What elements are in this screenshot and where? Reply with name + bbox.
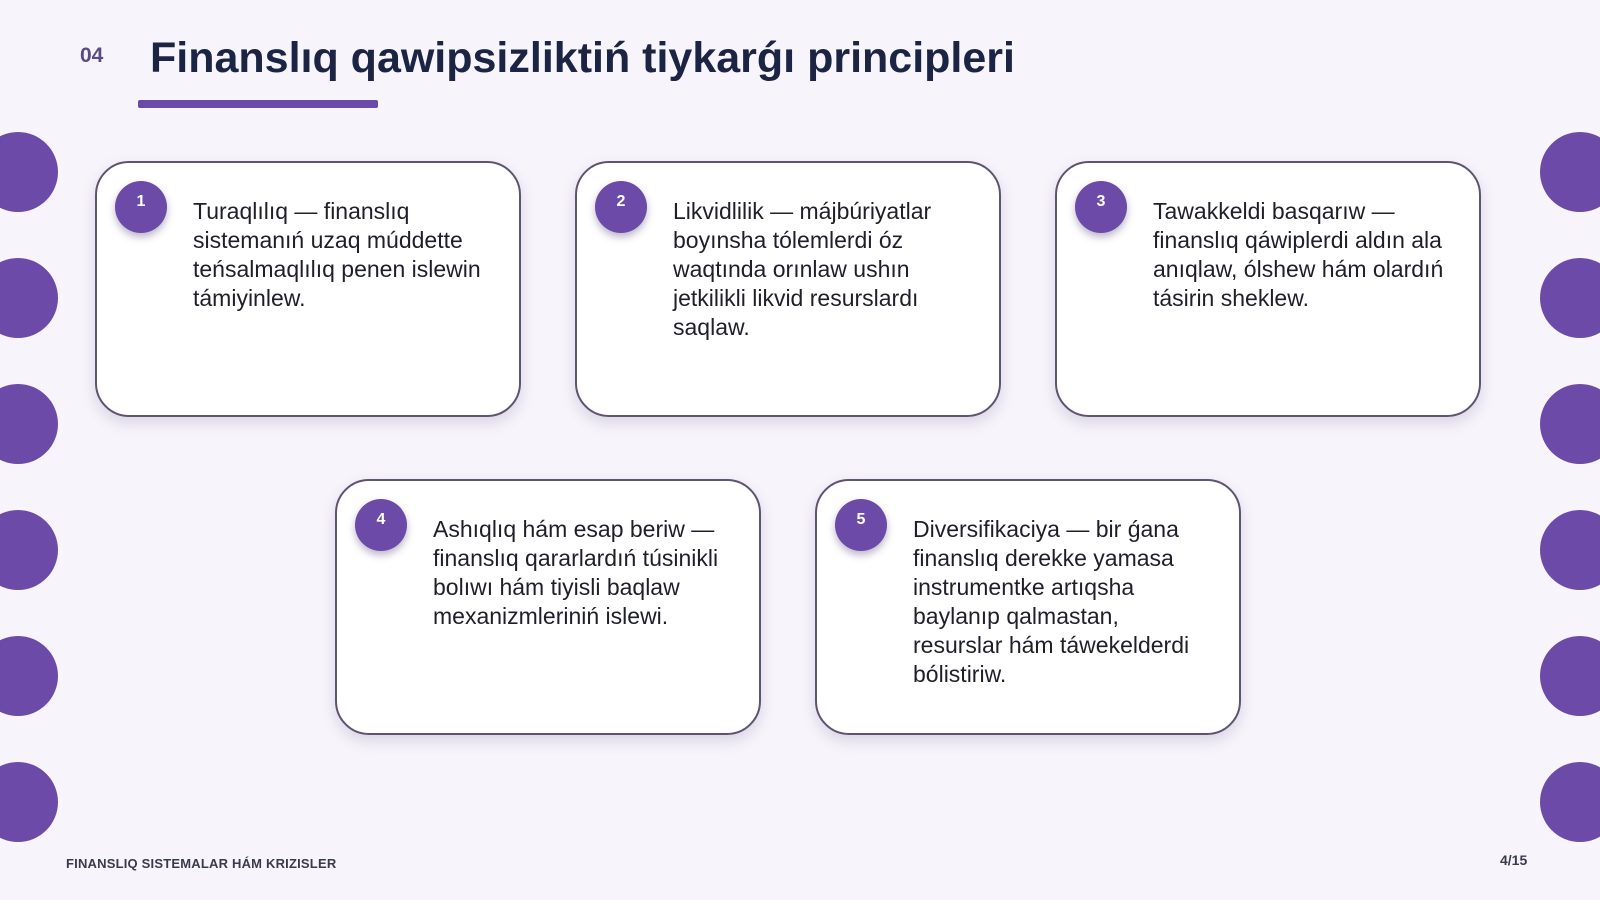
card-text: Diversifikaciya — bir ǵana finanslıq derekke yamasa instrumentke artıqsha baylanıp qalmastan, resurslar hám táwekelderdi bólistiriw. <box>913 516 1190 687</box>
card-number-badge: 3 <box>1075 181 1127 233</box>
decorative-dot <box>1540 636 1600 716</box>
page-counter: 4/15 <box>1500 852 1528 868</box>
decorative-dot <box>1540 510 1600 590</box>
decorative-dot <box>0 258 58 338</box>
principle-card <box>1055 161 1481 417</box>
decorative-dot <box>0 510 58 590</box>
slide-title: Finanslıq qawipsizliktiń tiykarǵı principleri <box>150 34 1015 82</box>
card-text: Tawakkeldi basqarıw — finanslıq qáwiplerdi aldın ala anıqlaw, ólshew hám olardıń tásirin sheklew. <box>1153 198 1444 311</box>
card-number-badge: 4 <box>355 499 407 551</box>
footer-title: FINANSLIQ SISTEMALAR HÁM KRIZISLER <box>66 856 337 871</box>
card-number-badge: 2 <box>595 181 647 233</box>
card-text: Likvidlilik — májbúriyatlar boyınsha tólemlerdi óz waqtında orınlaw ushın jetkilikli likvid resurslardı saqlaw. <box>673 198 932 340</box>
decorative-dot <box>1540 132 1600 212</box>
decorative-dot <box>1540 258 1600 338</box>
slide-number: 04 <box>80 44 104 67</box>
card-text: Turaqlılıq — finanslıq sistemanıń uzaq múddette teńsalmaqlılıq penen islewin támiyinlew. <box>193 198 481 311</box>
decorative-dot <box>0 762 58 842</box>
decorative-dot <box>0 384 58 464</box>
decorative-dot <box>1540 762 1600 842</box>
card-number-badge: 1 <box>115 181 167 233</box>
card-text: Ashıqlıq hám esap beriw — finanslıq qararlardıń túsinikli bolıwı hám tiyisli baqlaw mexanizmleriniń islewi. <box>433 516 719 629</box>
principle-card <box>815 479 1241 735</box>
decorative-dot <box>0 636 58 716</box>
principle-card <box>95 161 521 417</box>
principle-card <box>335 479 761 735</box>
decorative-dot <box>0 132 58 212</box>
principle-card <box>575 161 1001 417</box>
title-underline <box>138 100 378 108</box>
decorative-dot <box>1540 384 1600 464</box>
card-number-badge: 5 <box>835 499 887 551</box>
